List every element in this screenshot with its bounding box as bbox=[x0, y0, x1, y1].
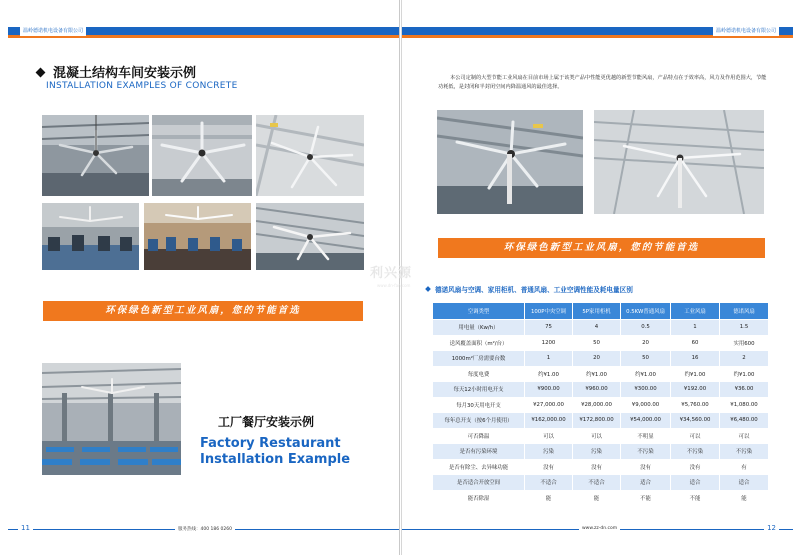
table-row-label: 每年总开支（按6个月使用） bbox=[433, 413, 525, 429]
table-cell: ¥5,760.00 bbox=[671, 397, 720, 413]
table-cell: 没有 bbox=[621, 459, 671, 475]
table-row-label: 用电量（Kw/h） bbox=[433, 320, 525, 336]
table-cell: 约¥1.00 bbox=[621, 366, 671, 382]
table-cell: 没有 bbox=[671, 459, 720, 475]
factory-restaurant-title-en-line1: Factory Restaurant bbox=[200, 436, 341, 451]
table-cell: 2 bbox=[720, 351, 769, 367]
photo-production-line-2 bbox=[144, 203, 251, 270]
table-cell: 可以 bbox=[671, 428, 720, 444]
table-row-label: 每天12小时用电开支 bbox=[433, 382, 525, 398]
section-title-cn-text: 混凝土结构车间安装示例 bbox=[53, 66, 197, 81]
photo-factory-restaurant bbox=[42, 363, 181, 475]
footer-website: www.zz-dn.com bbox=[579, 526, 620, 531]
table-cell: 50 bbox=[573, 335, 621, 351]
table-row-label: 送风覆盖面积（m²/台） bbox=[433, 335, 525, 351]
table-row bbox=[433, 335, 769, 351]
table-cell: 60 bbox=[671, 335, 720, 351]
right-page bbox=[401, 0, 800, 555]
page-number: 12 bbox=[764, 524, 779, 532]
company-name: 温岭德诺机电设备有限公司 bbox=[713, 26, 779, 36]
table-header-cell: 100P中央空调 bbox=[525, 303, 573, 320]
table-cell: 1200 bbox=[525, 335, 573, 351]
photo-production-line-3 bbox=[256, 203, 364, 270]
table-row bbox=[433, 490, 769, 506]
table-header-cell: 工业风扇 bbox=[671, 303, 720, 320]
table-cell: 75 bbox=[525, 320, 573, 336]
photo-concrete-workshop-2 bbox=[152, 115, 252, 196]
table-cell: 污染 bbox=[525, 444, 573, 460]
table-row-label: 每月30天用电开支 bbox=[433, 397, 525, 413]
watermark: 利兴源 bbox=[370, 266, 413, 281]
table-row bbox=[433, 459, 769, 475]
table-header-row bbox=[433, 303, 769, 320]
table-cell: 不适合 bbox=[525, 475, 573, 491]
table-cell: ¥300.00 bbox=[621, 382, 671, 398]
photo-production-line-1 bbox=[42, 203, 139, 270]
factory-restaurant-title-cn: 工厂餐厅安装示例 bbox=[218, 415, 315, 429]
table-cell: 16 bbox=[671, 351, 720, 367]
table-row bbox=[433, 366, 769, 382]
table-cell: 0.5 bbox=[621, 320, 671, 336]
table-cell: 不能 bbox=[671, 490, 720, 506]
table-row-label: 是否适合开放空间 bbox=[433, 475, 525, 491]
table-title-text: 德诺风扇与空调、家用柜机、普通风扇、工业空调性能及耗电量区别 bbox=[435, 286, 633, 294]
table-cell: 约¥1.00 bbox=[573, 366, 621, 382]
table-cell: 不污染 bbox=[720, 444, 769, 460]
table-row bbox=[433, 413, 769, 429]
table-row bbox=[433, 428, 769, 444]
footer-hotline: 服务热线：400 186 0260 bbox=[175, 526, 235, 532]
table-cell: 污染 bbox=[573, 444, 621, 460]
table-cell: ¥1,080.00 bbox=[720, 397, 769, 413]
table-cell: 不污染 bbox=[621, 444, 671, 460]
table-cell: 4 bbox=[573, 320, 621, 336]
table-cell: ¥36.00 bbox=[720, 382, 769, 398]
table-cell: 不适合 bbox=[573, 475, 621, 491]
table-cell: ¥960.00 bbox=[573, 382, 621, 398]
table-cell: ¥6,480.00 bbox=[720, 413, 769, 429]
table-header-cell: 5P家用柜机 bbox=[573, 303, 621, 320]
table-cell: 1.5 bbox=[720, 320, 769, 336]
table-cell: 约¥1.00 bbox=[525, 366, 573, 382]
table-row bbox=[433, 351, 769, 367]
table-cell: 适合 bbox=[621, 475, 671, 491]
table-row-label: 1000m²厂房需要台数 bbox=[433, 351, 525, 367]
table-row-label: 是否有除尘、去异味功能 bbox=[433, 459, 525, 475]
table-cell: 不明显 bbox=[621, 428, 671, 444]
table-cell: ¥34,560.00 bbox=[671, 413, 720, 429]
table-cell: 没有 bbox=[573, 459, 621, 475]
table-cell: 可以 bbox=[573, 428, 621, 444]
diamond-icon bbox=[425, 286, 431, 292]
table-row bbox=[433, 382, 769, 398]
table-cell: 适合 bbox=[720, 475, 769, 491]
table-cell: 能 bbox=[525, 490, 573, 506]
table-cell: 20 bbox=[573, 351, 621, 367]
table-header-cell: 0.5KW普通风扇 bbox=[621, 303, 671, 320]
table-cell: 实用600 bbox=[720, 335, 769, 351]
table-cell: 不污染 bbox=[671, 444, 720, 460]
table-cell: 能 bbox=[720, 490, 769, 506]
table-header-cell: 德诺风扇 bbox=[720, 303, 769, 320]
table-cell: 约¥1.00 bbox=[720, 366, 769, 382]
table-cell: 有 bbox=[720, 459, 769, 475]
factory-restaurant-title-en-line2: Installation Example bbox=[200, 452, 351, 467]
table-row bbox=[433, 320, 769, 336]
table-body bbox=[433, 320, 769, 506]
table-cell: 50 bbox=[621, 351, 671, 367]
table-cell: 适合 bbox=[671, 475, 720, 491]
table-cell: ¥162,000.00 bbox=[525, 413, 573, 429]
watermark-sub: www.dn-fan.com bbox=[377, 283, 411, 288]
table-cell: 约¥1.00 bbox=[671, 366, 720, 382]
slogan-banner: 环保绿色新型工业风扇，您的节能首选 bbox=[43, 301, 363, 321]
slogan-banner: 环保绿色新型工业风扇，您的节能首选 bbox=[438, 238, 765, 258]
photo-fan-install-2 bbox=[594, 110, 764, 214]
table-row bbox=[433, 475, 769, 491]
table-cell: ¥28,000.00 bbox=[573, 397, 621, 413]
table-row bbox=[433, 444, 769, 460]
table-row bbox=[433, 397, 769, 413]
table-cell: ¥9,000.00 bbox=[621, 397, 671, 413]
company-intro: 本公司定制的大型节能工业风扇在目前市场上属于该类产品中性能更优越的新型节能风扇，产品特点在于效率高，风力及作用范围大，节能功耗低，是封闭和半封闭空间内降温通风的最佳选择。 bbox=[438, 75, 767, 90]
company-name: 温岭德诺机电设备有限公司 bbox=[20, 26, 86, 36]
table-cell: 能 bbox=[573, 490, 621, 506]
table-cell: ¥192.00 bbox=[671, 382, 720, 398]
table-row-label: 能否除湿 bbox=[433, 490, 525, 506]
table-cell: ¥900.00 bbox=[525, 382, 573, 398]
table-cell: ¥27,000.00 bbox=[525, 397, 573, 413]
comparison-table bbox=[432, 302, 769, 506]
photo-concrete-workshop-1 bbox=[42, 115, 149, 196]
table-cell: ¥172,800.00 bbox=[573, 413, 621, 429]
table-cell: 1 bbox=[525, 351, 573, 367]
table-cell: ¥54,000.00 bbox=[621, 413, 671, 429]
section-title-en: INSTALLATION EXAMPLES OF CONCRETE bbox=[46, 81, 238, 91]
table-title bbox=[426, 284, 633, 294]
table-cell: 1 bbox=[671, 320, 720, 336]
diamond-icon bbox=[36, 68, 46, 78]
table-row-label: 可否降温 bbox=[433, 428, 525, 444]
photo-fan-install-1 bbox=[437, 110, 583, 214]
table-row-label: 是否有污染环境 bbox=[433, 444, 525, 460]
table-row-label: 每度电费 bbox=[433, 366, 525, 382]
table-cell: 20 bbox=[621, 335, 671, 351]
section-title-cn bbox=[37, 62, 196, 81]
page-number: 11 bbox=[18, 524, 33, 532]
table-cell: 没有 bbox=[525, 459, 573, 475]
table-cell: 不能 bbox=[621, 490, 671, 506]
table-cell: 可以 bbox=[720, 428, 769, 444]
photo-concrete-workshop-3 bbox=[256, 115, 364, 196]
table-cell: 可以 bbox=[525, 428, 573, 444]
table-header-cell: 空调类型 bbox=[433, 303, 525, 320]
